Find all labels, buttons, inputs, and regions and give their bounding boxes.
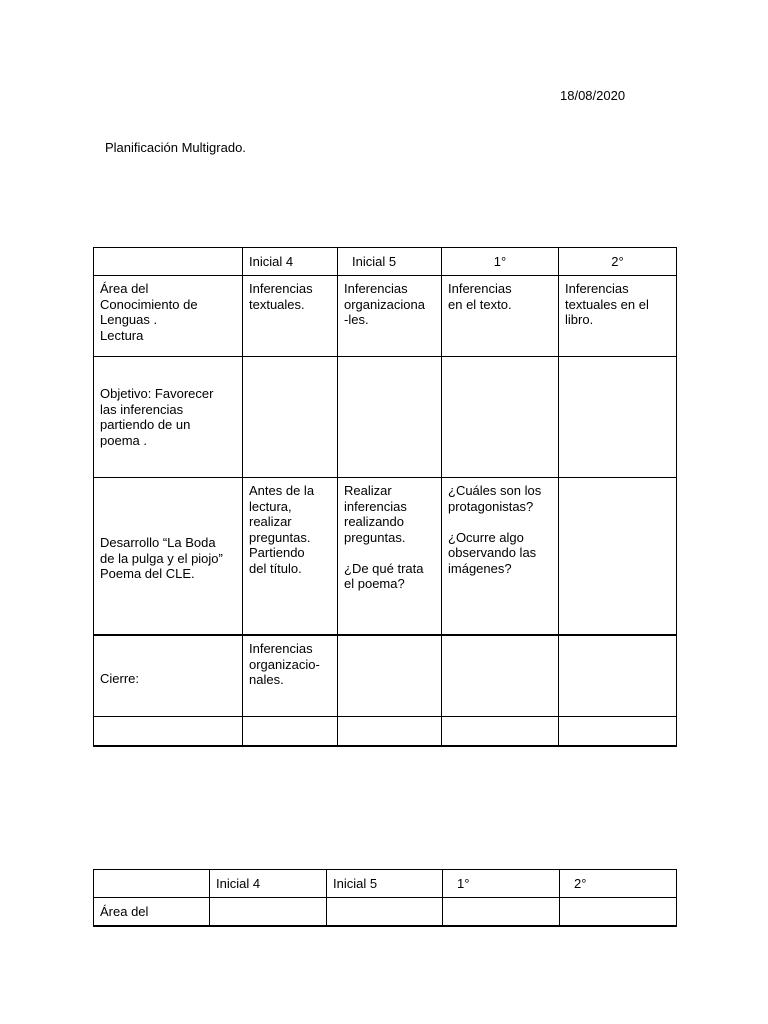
- table-cell: [559, 478, 677, 636]
- table-cell: [243, 717, 338, 747]
- table-row-empty: [94, 717, 677, 747]
- table-row-area: [94, 898, 677, 927]
- table-cell: Inferencias en el texto.: [442, 276, 559, 357]
- table-cell: [243, 357, 338, 478]
- table-cell: Inferencias organizacio- nales.: [243, 635, 338, 717]
- table-cell: Inferencias textuales en el libro.: [559, 276, 677, 357]
- table-cell: [559, 357, 677, 478]
- table-cell: [559, 635, 677, 717]
- table-row-objetivo: [94, 357, 677, 478]
- table-cell: Inferencias textuales.: [243, 276, 338, 357]
- table-row-area: [94, 276, 677, 357]
- row-label-area: Área del Conocimiento de Lenguas . Lectura: [94, 276, 243, 357]
- header-cell-grade-1: 1°: [443, 870, 560, 898]
- header-cell-grade-2: 2°: [560, 870, 677, 898]
- header-cell-inicial-4: Inicial 4: [210, 870, 327, 898]
- row-label-cierre: Cierre:: [94, 635, 243, 717]
- table-cell: [210, 898, 327, 927]
- table-cell: [442, 717, 559, 747]
- table-cell: [443, 898, 560, 927]
- table-cell: [442, 357, 559, 478]
- planning-table: [93, 247, 677, 747]
- row-label-objetivo: Objetivo: Favorecer las inferencias partiendo de un poema .: [94, 357, 243, 478]
- table-cell: [94, 717, 243, 747]
- row-label-area: Área del: [94, 898, 210, 927]
- header-cell-inicial-4: Inicial 4: [243, 248, 338, 276]
- header-cell-grade-1: 1°: [442, 248, 559, 276]
- table-cell: [338, 717, 442, 747]
- table-cell: ¿Cuáles son los protagonistas? ¿Ocurre algo observando las imágenes?: [442, 478, 559, 636]
- table-cell: [560, 898, 677, 927]
- table-cell: [559, 717, 677, 747]
- table-header-row: [94, 248, 677, 276]
- header-cell-inicial-5: Inicial 5: [327, 870, 443, 898]
- table-cell: Antes de la lectura, realizar preguntas. Partiendo del título.: [243, 478, 338, 636]
- table-header-row: [94, 870, 677, 898]
- table-cell: Inferencias organizaciona -les.: [338, 276, 442, 357]
- header-cell-grade-2: 2°: [559, 248, 677, 276]
- table-cell: [327, 898, 443, 927]
- planning-table-second: [93, 869, 677, 927]
- table-row-cierre: [94, 635, 677, 717]
- header-cell-inicial-5: Inicial 5: [338, 248, 442, 276]
- header-cell-empty: [94, 870, 210, 898]
- table-row-desarrollo: [94, 478, 677, 636]
- table-cell: [338, 635, 442, 717]
- document-date: 18/08/2020: [560, 88, 626, 103]
- row-label-desarrollo: Desarrollo “La Boda de la pulga y el piojo” Poema del CLE.: [94, 478, 243, 636]
- header-cell-empty: [94, 248, 243, 276]
- table-cell: [338, 357, 442, 478]
- table-cell: Realizar inferencias realizando preguntas. ¿De qué trata el poema?: [338, 478, 442, 636]
- table-cell: [442, 635, 559, 717]
- document-title: Planificación Multigrado.: [105, 140, 246, 155]
